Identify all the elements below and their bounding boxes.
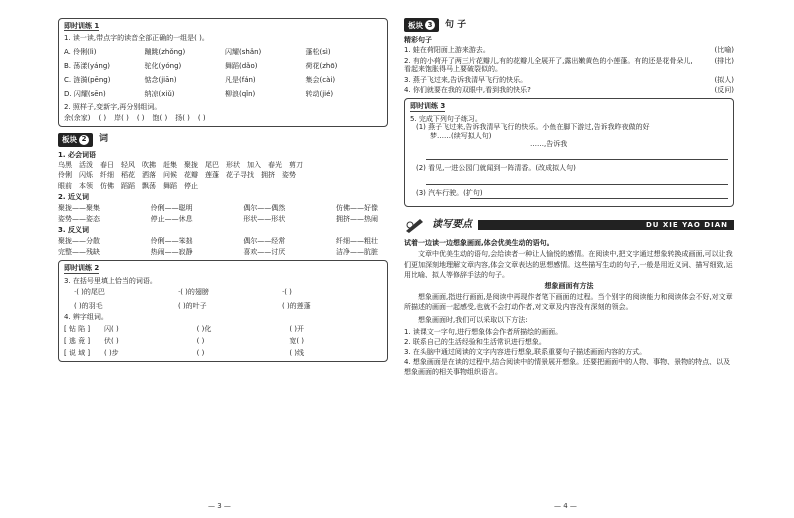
pen-icon [404,217,426,233]
word-pair: 停止——休息 [150,214,193,223]
word-pair: 热闹——寂静 [150,248,193,257]
vocab-word: 轻风 [121,160,135,169]
rhetoric-tag: (反问) [714,85,734,94]
box-title: 即时训练 1 [64,22,100,30]
grid-cell: ( )步 [104,349,119,358]
grid-cell: ( ) [196,337,205,346]
vocab-word: 蹈蹈 [121,181,135,190]
vocab-word: 赶集 [163,160,177,169]
question-5: 5. 完成下列句子练习。 [410,114,482,123]
box-title: 即时训练 2 [64,264,100,273]
section-number: 3 [425,20,435,30]
word-pair: 形状——形状 [243,214,286,223]
vocab-word: 莲蓬 [205,171,219,180]
grid-cell: 闪( ) [104,324,119,333]
vocab-word: 乌黑 [58,160,72,169]
vocab-word: 仿佛 [100,181,114,190]
word-pair: 偶尔——偶然 [243,203,286,212]
sentence-row [404,76,734,84]
section-header-words [58,133,388,147]
vocab-word: 形状 [226,160,240,169]
vocab-word: 吹拂 [142,160,156,169]
page-number: — 4 — [554,501,577,510]
example-item: ( ) [197,114,206,123]
vocab-word: 伶俐 [58,171,72,180]
subheading-antonyms: 3. 反义词 [58,226,89,235]
vocab-word: 尾巴 [205,160,219,169]
option-cell: 转动(jié) [305,89,334,98]
paragraph: 想象画面,指进行画面,是阅读中再现作者笔下画面的过程。当个别字的阅读能力和阅读体会不好,对文章所描述的画面一起感受,也就不会打动作者,对文章及内容没有深刻的领会。 [404,293,733,312]
option-cell: 凡是(fán) [225,75,256,84]
example-row [64,114,382,122]
box-title: 即时训练 3 [410,102,446,111]
exercise-box-1 [58,18,388,127]
option-cell: 蹦跳(zhǒng) [144,47,186,56]
section-tag [58,133,93,147]
word-pair: 伶俐——聪明 [150,203,193,212]
example-item: 扬( ) [175,114,190,123]
example-item: 岸( ) [114,114,129,123]
sentence-text: 3. 燕子飞过来,告诉我清早飞行的快乐。 [404,75,528,84]
rhetoric-tag: (拟人) [714,75,734,84]
vocab-word: 问候 [163,171,177,180]
question-2: 2. 照样子,变新字,再分别组词。 [64,102,162,111]
question-3: 3. 在括号里填上恰当的词语。 [64,276,157,285]
vocab-word: 聚拢 [184,160,198,169]
vocab-word: 停止 [184,181,198,190]
method-title: 想象画面有方法 [544,281,594,290]
word-pair: 偶尔——经常 [243,236,286,245]
word-pair: 洁净——肮脏 [335,248,378,257]
question-4: 4. 辨字组词。 [64,313,108,322]
option-cell: 蓬松(sì) [305,47,331,56]
rhetoric-tag: (排比) [714,56,734,65]
right-page [404,18,734,510]
fill-blank: ·( )的尾巴 [74,288,105,297]
example-item: 余(余家) [64,114,91,123]
subheading-must-know: 1. 必会词语 [58,150,96,159]
method-item: 1. 读课文一字句,进行想象体会作者所描绘的画面。 [404,327,563,336]
grid-cell: [ 逃 竟 ] [64,337,91,346]
sentence-text: 4. 你们就要在我的双眼中,看到我的快乐? [404,85,531,94]
word-pair: 姿势——姿态 [58,214,100,223]
vocab-word: 春光 [268,160,282,169]
option-row [64,87,382,101]
option-cell: D. 闪耀(sēn) [64,89,106,98]
lead-text: 试着一边读一边想象画面,体会优美生动的语句。 [404,239,554,248]
sentence-row [404,57,734,74]
sentence-row [404,86,734,94]
question-1: 1. 读一读,带点字的读音全部正确的一组是( )。 [64,34,209,43]
section-header-sentences [404,18,734,32]
option-row [64,45,382,59]
word-pair: 聚拢——聚集 [58,203,100,212]
word-pair: 完整——残缺 [58,248,100,257]
sub-question-3: (3) 汽车行驶。(扩句) [416,188,483,197]
vocab-word: 眼前 [58,181,72,190]
vocab-word: 春日 [100,160,114,169]
example-item: 饱( ) [152,114,168,123]
answer-line[interactable] [470,189,728,199]
method-item: 3. 在头脑中通过阅读的文字内容进行想象,联系重要句子描述画面内容的方式。 [404,347,647,356]
option-cell: 集会(cài) [305,75,336,84]
vocab-word: 加入 [247,160,261,169]
vocab-word: 飘荡 [142,181,156,190]
banner-pinyin: DU XIE YAO DIAN [478,220,734,230]
page-number: — 3 — [208,501,231,510]
vocab-word: 闪烁 [79,171,93,180]
rhetoric-tag: (比喻) [714,46,734,55]
grid-cell: ( )开 [289,324,305,333]
grid-cell: [ 说 域 ] [64,349,91,358]
section-tag-label: 板块 [62,135,77,145]
sub-question-1-cont: 梦……(续写拟人句) [430,131,492,140]
sentence-row [404,46,734,54]
vocab-word: 姿势 [282,171,296,180]
exercise-box-2 [58,260,388,361]
sub-question-2: (2) 看见,一进公园门就闻到一阵清香。(改成拟人句) [416,164,576,173]
section-tag [404,18,439,32]
grid-cell: 宽( ) [289,337,305,346]
vocab-word: 洒落 [142,171,156,180]
option-cell: 柳浪(qǐn) [225,89,256,98]
vocab-word: 剪刀 [289,160,303,169]
fill-blank: ( )的羽毛 [74,302,103,311]
exercise-box-3 [404,98,734,207]
reading-writing-banner [404,215,734,235]
paragraph: 想象画面时,我们可以采取以下方法: [418,315,528,324]
vocab-word: 舞蹈 [163,181,177,190]
vocab-word: 本领 [79,181,93,190]
section-tag-label: 板块 [408,20,423,30]
grid-cell: [ 钻 陷 ] [64,324,91,333]
fill-blank: ( )的叶子 [178,302,207,311]
method-item: 4. 想象画面是在读的过程中,结合阅读中的情景展开想象。还要把画面中的人物、事物、景物的特点、以及想象画面的相关事物组织语言。 [404,358,731,377]
subheading-synonyms: 2. 近义词 [58,193,89,202]
vocab-word: 花瓣 [184,171,198,180]
answer-line[interactable] [426,175,728,185]
sentence-text: 1. 蛙在荷阳面上游来游去。 [404,46,490,55]
section-number: 2 [79,135,89,145]
option-cell: 舞蹈(dǎo) [225,61,258,70]
word-pair: 喜欢——讨厌 [243,248,286,257]
fill-blank: ·( ) [282,288,292,297]
vocab-word: 花子寻找 [226,171,254,180]
sentence-text: 2. 有的小荷开了两三片花瓣儿,有的花瓣儿全展开了,露出嫩黄色的小莲蓬。有的还是花骨朵儿,看起来饱胀得马上要破裂似的。 [404,56,693,74]
grid-cell: 伏( ) [104,337,119,346]
sub-question-1-answer: ……,告诉我 [530,139,568,148]
vocab-word: 活泼 [79,160,93,169]
subheading-sentences: 精彩句子 [404,36,432,44]
vocab-word: 纤细 [100,171,114,180]
section-title: 句 子 [445,19,467,30]
option-cell: A. 伶俐(lì) [64,47,97,56]
word-pair: 伶俐——笨拙 [150,236,193,245]
sub-question-1: (1) 燕子飞过来,告诉我清早飞行的快乐。小鱼在脚下游过,告诉我昨夜做的好 [416,123,650,132]
grid-cell: ( ) [196,349,205,358]
option-cell: 荷花(zhō) [305,61,338,70]
word-pair: 拥挤——热闹 [335,214,378,223]
method-item: 2. 联系自己的生活经验和生活常识进行想象。 [404,337,546,346]
paragraph: 文章中优美生动的语句,会给读者一种让人愉悦的感情。在阅读中,把文字通过想象转换成画面,可以让我们更加深刻地理解文章内容,体会文章表达的思想感情。这些描写生动的句子,一般是用近义词、描写细致,运用比喻、拟人等修辞手法的句子。 [404,250,733,279]
option-cell: 纳凉(xiǔ) [144,89,175,98]
option-cell: 驼化(yóng) [144,61,182,70]
word-pair: 仿佛——好像 [335,203,378,212]
fill-blank: ( )的莲蓬 [282,302,311,311]
option-row [64,73,382,87]
option-cell: 惦念(jiān) [144,75,177,84]
grid-cell: ( )化 [196,324,212,333]
word-pair: 聚拢——分散 [58,236,100,245]
vocab-word: 稻花 [121,171,135,180]
option-cell: 闪耀(shǎn) [225,47,262,56]
option-cell: B. 荡漾(yáng) [64,61,111,70]
grid-cell: ( )线 [289,349,305,358]
example-item: ( ) [136,114,145,123]
fill-blank: ·( )的翅膀 [178,288,209,297]
banner-title: 读写要点 [432,219,472,231]
option-cell: C. 涟漪(pēng) [64,75,111,84]
left-page [58,18,388,510]
section-title: 词 [99,134,109,145]
option-row [64,59,382,73]
example-item: ( ) [98,114,107,123]
word-pair: 纤细——粗壮 [335,236,378,245]
answer-line[interactable] [426,150,728,160]
vocab-word: 拥挤 [261,171,275,180]
